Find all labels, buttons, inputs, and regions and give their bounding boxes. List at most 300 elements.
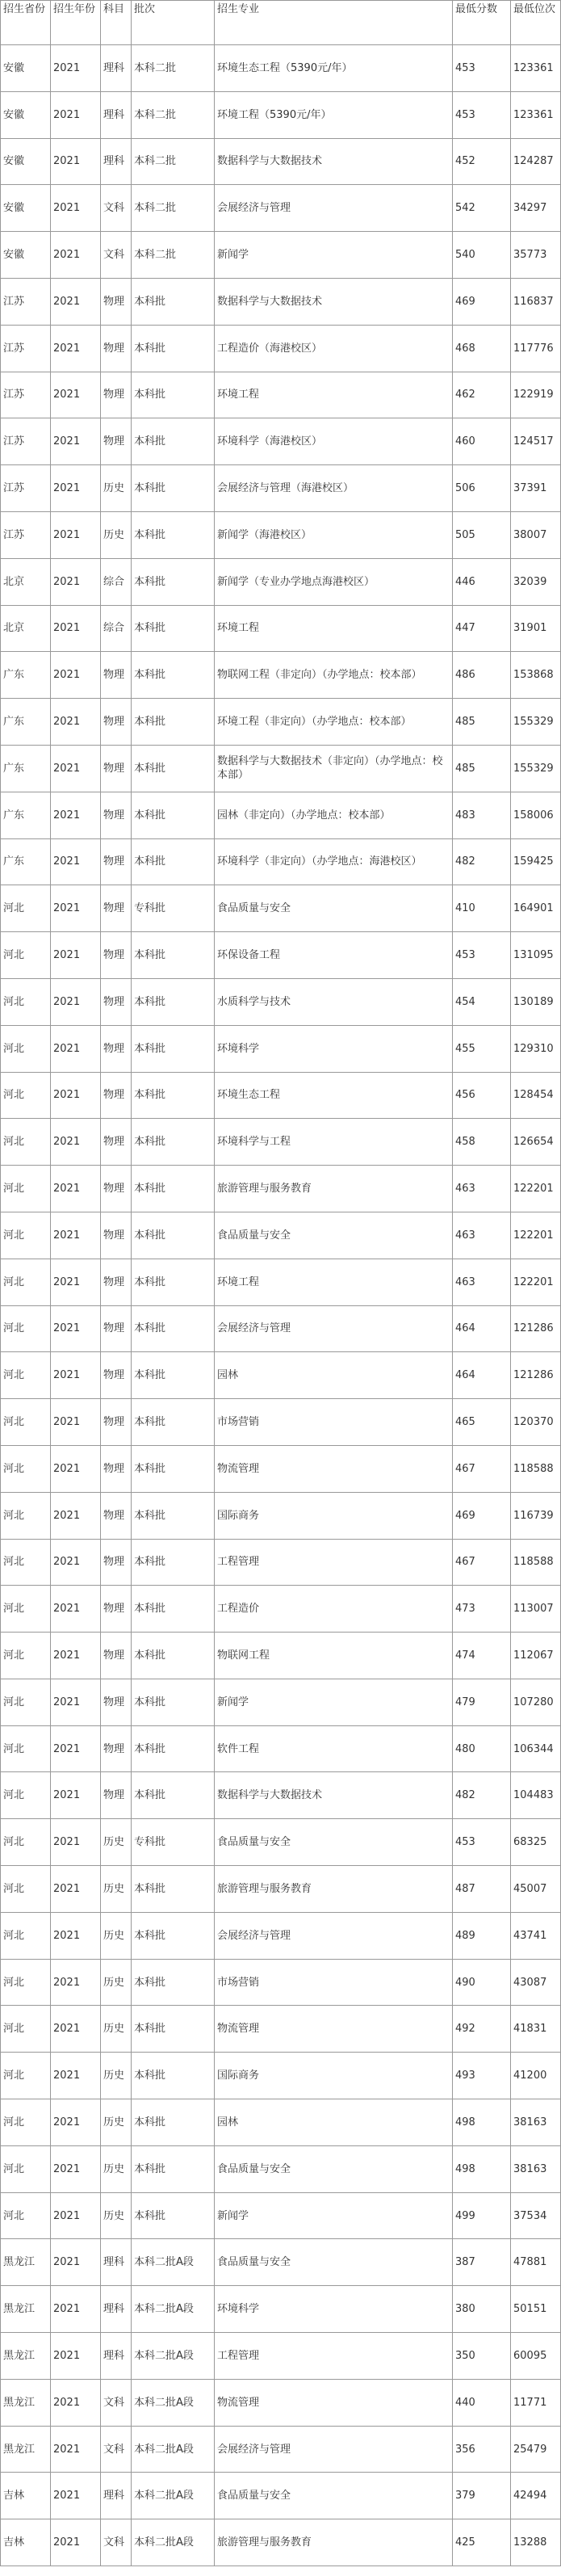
cell-min-score: 453 [453,45,511,92]
table-row [1,1819,561,1866]
cell-major: 旅游管理与服务教育 [215,1866,453,1913]
cell-batch: 本科批 [132,1772,215,1819]
cell-subject: 物理 [101,372,132,418]
header-subject: 科目 [101,1,132,45]
cell-min-score: 465 [453,1399,511,1446]
table-row [1,325,561,372]
cell-major: 环境工程（5390元/年） [215,91,453,138]
cell-batch: 专科批 [132,885,215,932]
cell-min-rank: 60095 [511,2333,561,2380]
cell-year: 2021 [51,1212,101,1259]
cell-year: 2021 [51,1119,101,1166]
table-row [1,1959,561,2006]
cell-batch: 本科二批 [132,45,215,92]
cell-min-rank: 159425 [511,838,561,885]
cell-subject: 历史 [101,1912,132,1959]
cell-province: 江苏 [1,511,51,558]
cell-batch: 本科批 [132,838,215,885]
cell-year: 2021 [51,325,101,372]
cell-subject: 文科 [101,2426,132,2473]
cell-province: 江苏 [1,372,51,418]
cell-batch: 本科批 [132,2006,215,2053]
table-row [1,418,561,465]
cell-min-score: 463 [453,1259,511,1305]
cell-subject: 理科 [101,2239,132,2286]
cell-batch: 本科批 [132,1072,215,1119]
cell-min-rank: 116837 [511,278,561,325]
cell-batch: 本科二批 [132,91,215,138]
table-row [1,1166,561,1212]
table-row [1,465,561,512]
cell-province: 黑龙江 [1,2333,51,2380]
table-row [1,838,561,885]
table-body [1,45,561,2566]
table-row [1,2239,561,2286]
cell-subject: 历史 [101,2099,132,2146]
cell-year: 2021 [51,1725,101,1772]
table-row [1,232,561,279]
table-row [1,2473,561,2519]
cell-province: 河北 [1,1166,51,1212]
cell-min-score: 447 [453,605,511,652]
cell-min-rank: 41200 [511,2053,561,2099]
cell-major: 新闻学（海港校区） [215,511,453,558]
cell-min-score: 483 [453,792,511,838]
cell-min-score: 458 [453,1119,511,1166]
cell-subject: 物理 [101,325,132,372]
cell-year: 2021 [51,2426,101,2473]
table-row [1,2099,561,2146]
cell-province: 广东 [1,652,51,699]
cell-batch: 本科批 [132,932,215,979]
cell-year: 2021 [51,1399,101,1446]
cell-min-score: 498 [453,2145,511,2192]
cell-province: 广东 [1,745,51,792]
cell-min-rank: 131095 [511,932,561,979]
cell-min-rank: 32039 [511,558,561,605]
cell-batch: 本科二批A段 [132,2473,215,2519]
cell-subject: 物理 [101,699,132,746]
cell-subject: 物理 [101,1633,132,1679]
cell-province: 北京 [1,605,51,652]
cell-major: 会展经济与管理（海港校区） [215,465,453,512]
table-row [1,605,561,652]
cell-batch: 本科批 [132,1259,215,1305]
cell-province: 江苏 [1,325,51,372]
cell-province: 河北 [1,1912,51,1959]
cell-major: 国际商务 [215,2053,453,2099]
table-row [1,1259,561,1305]
cell-year: 2021 [51,45,101,92]
cell-province: 北京 [1,558,51,605]
cell-major: 数据科学与大数据技术（非定向）（办学地点：校本部） [215,745,453,792]
cell-major: 食品质量与安全 [215,885,453,932]
cell-year: 2021 [51,2053,101,2099]
cell-subject: 物理 [101,1025,132,1072]
cell-min-score: 462 [453,372,511,418]
cell-min-score: 486 [453,652,511,699]
cell-min-rank: 117776 [511,325,561,372]
cell-min-score: 380 [453,2286,511,2333]
cell-province: 河北 [1,1539,51,1586]
cell-province: 河北 [1,1866,51,1913]
cell-subject: 物理 [101,838,132,885]
cell-year: 2021 [51,2286,101,2333]
cell-batch: 本科二批 [132,232,215,279]
cell-year: 2021 [51,372,101,418]
cell-subject: 物理 [101,1166,132,1212]
cell-major: 工程造价 [215,1586,453,1633]
cell-min-rank: 45007 [511,1866,561,1913]
table-row [1,1772,561,1819]
cell-province: 河北 [1,1072,51,1119]
cell-province: 黑龙江 [1,2239,51,2286]
cell-province: 河北 [1,978,51,1025]
cell-province: 吉林 [1,2519,51,2566]
cell-major: 环境科学 [215,1025,453,1072]
cell-min-rank: 118588 [511,1539,561,1586]
cell-min-rank: 118588 [511,1445,561,1492]
cell-batch: 本科批 [132,1959,215,2006]
cell-province: 广东 [1,792,51,838]
cell-min-score: 452 [453,138,511,185]
cell-batch: 本科批 [132,792,215,838]
cell-batch: 本科批 [132,511,215,558]
cell-min-score: 473 [453,1586,511,1633]
cell-province: 河北 [1,1399,51,1446]
cell-min-rank: 122201 [511,1259,561,1305]
cell-major: 物联网工程（非定向）（办学地点：校本部） [215,652,453,699]
cell-min-score: 464 [453,1305,511,1352]
cell-subject: 理科 [101,138,132,185]
cell-min-rank: 124287 [511,138,561,185]
table-row [1,1725,561,1772]
cell-batch: 专科批 [132,1819,215,1866]
cell-batch: 本科批 [132,605,215,652]
table-row [1,1912,561,1959]
cell-major: 食品质量与安全 [215,1819,453,1866]
cell-subject: 物理 [101,745,132,792]
cell-min-rank: 43087 [511,1959,561,2006]
cell-min-score: 454 [453,978,511,1025]
cell-subject: 历史 [101,2192,132,2239]
cell-year: 2021 [51,652,101,699]
table-row [1,278,561,325]
cell-min-rank: 41831 [511,2006,561,2053]
table-row [1,2286,561,2333]
cell-min-score: 356 [453,2426,511,2473]
cell-province: 河北 [1,1259,51,1305]
cell-min-rank: 107280 [511,1679,561,1725]
table-row [1,1866,561,1913]
cell-batch: 本科批 [132,1119,215,1166]
cell-year: 2021 [51,465,101,512]
cell-batch: 本科批 [132,1725,215,1772]
cell-min-rank: 42494 [511,2473,561,2519]
cell-min-rank: 130189 [511,978,561,1025]
cell-min-score: 485 [453,699,511,746]
table-row [1,1679,561,1725]
cell-subject: 物理 [101,278,132,325]
cell-subject: 物理 [101,885,132,932]
cell-subject: 物理 [101,792,132,838]
cell-province: 河北 [1,932,51,979]
cell-batch: 本科二批 [132,138,215,185]
cell-province: 吉林 [1,2473,51,2519]
cell-subject: 历史 [101,1866,132,1913]
cell-min-rank: 38007 [511,511,561,558]
header-min-score: 最低分数 [453,1,511,45]
cell-province: 河北 [1,1959,51,2006]
cell-province: 河北 [1,1445,51,1492]
cell-min-score: 482 [453,1772,511,1819]
cell-major: 物流管理 [215,2379,453,2426]
cell-min-score: 479 [453,1679,511,1725]
cell-min-rank: 123361 [511,45,561,92]
cell-province: 河北 [1,2099,51,2146]
cell-subject: 物理 [101,1725,132,1772]
cell-province: 河北 [1,1305,51,1352]
cell-batch: 本科批 [132,558,215,605]
table-row [1,1305,561,1352]
cell-major: 物联网工程 [215,1633,453,1679]
cell-min-score: 455 [453,1025,511,1072]
cell-subject: 物理 [101,1352,132,1399]
cell-major: 新闻学 [215,1679,453,1725]
cell-province: 江苏 [1,278,51,325]
cell-subject: 物理 [101,1399,132,1446]
table-row [1,2426,561,2473]
cell-year: 2021 [51,1492,101,1539]
table-row [1,1633,561,1679]
cell-min-rank: 128454 [511,1072,561,1119]
cell-province: 黑龙江 [1,2379,51,2426]
cell-province: 河北 [1,1352,51,1399]
table-row [1,1352,561,1399]
cell-min-rank: 126654 [511,1119,561,1166]
cell-year: 2021 [51,2473,101,2519]
cell-year: 2021 [51,511,101,558]
cell-subject: 物理 [101,1586,132,1633]
table-row [1,978,561,1025]
cell-min-score: 453 [453,91,511,138]
cell-batch: 本科二批A段 [132,2239,215,2286]
cell-subject: 物理 [101,1259,132,1305]
cell-min-score: 387 [453,2239,511,2286]
table-row [1,1445,561,1492]
cell-subject: 物理 [101,1445,132,1492]
cell-year: 2021 [51,1633,101,1679]
cell-min-score: 542 [453,185,511,232]
cell-province: 安徽 [1,138,51,185]
cell-year: 2021 [51,1959,101,2006]
cell-batch: 本科批 [132,699,215,746]
cell-min-rank: 38163 [511,2099,561,2146]
cell-major: 环境科学（海港校区） [215,418,453,465]
cell-year: 2021 [51,1912,101,1959]
cell-year: 2021 [51,1539,101,1586]
cell-min-rank: 122919 [511,372,561,418]
table-row [1,138,561,185]
cell-province: 河北 [1,2145,51,2192]
cell-year: 2021 [51,1305,101,1352]
cell-major: 园林（非定向）（办学地点：校本部） [215,792,453,838]
cell-subject: 历史 [101,465,132,512]
cell-province: 河北 [1,1633,51,1679]
cell-min-rank: 37391 [511,465,561,512]
cell-batch: 本科批 [132,325,215,372]
header-province: 招生省份 [1,1,51,45]
cell-major: 旅游管理与服务教育 [215,1166,453,1212]
cell-year: 2021 [51,838,101,885]
cell-subject: 理科 [101,2286,132,2333]
cell-batch: 本科批 [132,1025,215,1072]
cell-province: 河北 [1,885,51,932]
cell-major: 食品质量与安全 [215,2239,453,2286]
cell-batch: 本科批 [132,1912,215,1959]
cell-batch: 本科批 [132,1445,215,1492]
cell-year: 2021 [51,1772,101,1819]
cell-min-rank: 31901 [511,605,561,652]
cell-min-score: 464 [453,1352,511,1399]
cell-year: 2021 [51,2145,101,2192]
cell-batch: 本科批 [132,2053,215,2099]
cell-min-score: 506 [453,465,511,512]
cell-min-rank: 121286 [511,1352,561,1399]
cell-min-rank: 113007 [511,1586,561,1633]
cell-min-rank: 122201 [511,1166,561,1212]
cell-batch: 本科二批A段 [132,2379,215,2426]
cell-min-rank: 122201 [511,1212,561,1259]
cell-major: 园林 [215,2099,453,2146]
cell-major: 环境科学与工程 [215,1119,453,1166]
cell-min-score: 350 [453,2333,511,2380]
cell-major: 会展经济与管理 [215,1912,453,1959]
cell-major: 物流管理 [215,1445,453,1492]
cell-min-rank: 37534 [511,2192,561,2239]
cell-province: 安徽 [1,185,51,232]
cell-year: 2021 [51,558,101,605]
cell-year: 2021 [51,2519,101,2566]
cell-year: 2021 [51,932,101,979]
cell-min-rank: 25479 [511,2426,561,2473]
cell-min-rank: 68325 [511,1819,561,1866]
cell-min-rank: 13288 [511,2519,561,2566]
cell-batch: 本科批 [132,745,215,792]
table-row [1,792,561,838]
cell-min-score: 379 [453,2473,511,2519]
cell-year: 2021 [51,91,101,138]
cell-min-rank: 34297 [511,185,561,232]
cell-year: 2021 [51,2099,101,2146]
table-row [1,652,561,699]
table-row [1,885,561,932]
cell-major: 环境工程 [215,372,453,418]
cell-year: 2021 [51,1866,101,1913]
cell-batch: 本科批 [132,1633,215,1679]
cell-province: 安徽 [1,45,51,92]
table-row [1,2192,561,2239]
cell-min-rank: 158006 [511,792,561,838]
cell-batch: 本科二批 [132,185,215,232]
cell-year: 2021 [51,418,101,465]
cell-major: 环境生态工程（5390元/年） [215,45,453,92]
cell-major: 环保设备工程 [215,932,453,979]
cell-min-score: 493 [453,2053,511,2099]
cell-subject: 物理 [101,652,132,699]
cell-subject: 理科 [101,91,132,138]
cell-year: 2021 [51,1819,101,1866]
cell-batch: 本科批 [132,1539,215,1586]
table-row [1,1586,561,1633]
cell-major: 工程造价（海港校区） [215,325,453,372]
cell-year: 2021 [51,138,101,185]
cell-batch: 本科二批A段 [132,2333,215,2380]
cell-major: 软件工程 [215,1725,453,1772]
table-row [1,1399,561,1446]
cell-min-score: 474 [453,1633,511,1679]
cell-province: 河北 [1,1679,51,1725]
cell-major: 会展经济与管理 [215,1305,453,1352]
cell-min-rank: 129310 [511,1025,561,1072]
cell-min-rank: 155329 [511,745,561,792]
table-row [1,699,561,746]
cell-major: 食品质量与安全 [215,2473,453,2519]
cell-batch: 本科批 [132,1492,215,1539]
cell-year: 2021 [51,1259,101,1305]
cell-major: 市场营销 [215,1399,453,1446]
cell-min-score: 453 [453,1819,511,1866]
cell-subject: 文科 [101,185,132,232]
cell-major: 环境科学 [215,2286,453,2333]
cell-min-rank: 123361 [511,91,561,138]
cell-major: 会展经济与管理 [215,2426,453,2473]
cell-batch: 本科批 [132,1305,215,1352]
cell-province: 黑龙江 [1,2286,51,2333]
cell-year: 2021 [51,1445,101,1492]
cell-major: 环境工程 [215,605,453,652]
cell-subject: 物理 [101,1679,132,1725]
table-row [1,2053,561,2099]
cell-province: 江苏 [1,465,51,512]
cell-province: 河北 [1,2006,51,2053]
cell-province: 河北 [1,2053,51,2099]
cell-subject: 文科 [101,2379,132,2426]
cell-province: 江苏 [1,418,51,465]
cell-year: 2021 [51,1352,101,1399]
cell-subject: 物理 [101,1539,132,1586]
cell-subject: 物理 [101,1305,132,1352]
cell-province: 河北 [1,1119,51,1166]
cell-year: 2021 [51,1586,101,1633]
cell-major: 环境科学（非定向）（办学地点：海港校区） [215,838,453,885]
table-row [1,2519,561,2566]
cell-major: 食品质量与安全 [215,1212,453,1259]
table-row [1,745,561,792]
cell-min-rank: 112067 [511,1633,561,1679]
cell-min-rank: 50151 [511,2286,561,2333]
cell-year: 2021 [51,2379,101,2426]
cell-min-score: 498 [453,2099,511,2146]
cell-major: 国际商务 [215,1492,453,1539]
cell-batch: 本科批 [132,1679,215,1725]
cell-province: 河北 [1,1819,51,1866]
cell-subject: 理科 [101,45,132,92]
cell-batch: 本科批 [132,465,215,512]
cell-subject: 物理 [101,1212,132,1259]
cell-min-rank: 47881 [511,2239,561,2286]
cell-min-rank: 11771 [511,2379,561,2426]
